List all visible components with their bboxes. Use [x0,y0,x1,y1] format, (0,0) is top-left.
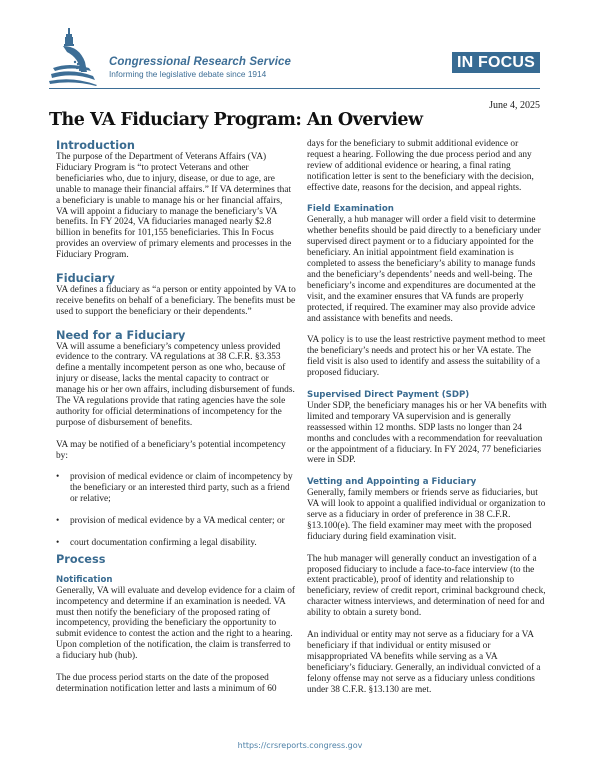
section-heading-fiduciary: Fiduciary [56,271,115,285]
subheading-vetting: Vetting and Appointing a Fiduciary [307,477,477,488]
field-examination-paragraph-1: Generally, a hub manager will order a field visit to determine whether benefits should be paid directly to a beneficiary under supervised direct payment or to a fiduciary appointed for the beneficiary. An initial appointment field examination is completed to assess the beneficiary’s ability to manage funds and the beneficiary’s dependents’ needs and well-being. The beneficiary’s income and expenditures are documented at the visit, and the examiner ensures that VA funds are properly protected, if required. The examiner may also provide advice and assistance with benefits and needs. [307,215,541,324]
list-item-text: provision of medical evidence by a VA medical center; or [70,516,285,527]
report-header [49,22,540,90]
right-column [307,139,547,706]
capitol-dome-icon [49,28,97,86]
vetting-paragraph-1: Generally, family members or friends serve as fiduciaries, but VA will look to appoint a qualified individual or organization to serve as a fiduciary in order of preference in 38 C.F.R. §13.100(e). The field examiner may meet with the proposed fiduciary during field examination visit. [307,488,546,542]
subheading-sdp: Supervised Direct Payment (SDP) [307,389,470,400]
notification-paragraph-2: The due process period starts on the date of the proposed determination notification letter and lasts a minimum of 60 [56,672,277,694]
need-paragraph-1: VA will assume a beneficiary’s competency unless provided evidence to the contrary. VA regulations at 38 C.F.R. §3.353 define a mentally incompetent person as one who, because of injury or disease, lacks the mental capacity to contract or manage his or her own affairs, including disbursement of funds. The VA regulations provide that rating agencies have the sole authority for official determinations of incompetency for the purpose of disbursement of benefits. [56,341,295,428]
list-item [56,472,296,505]
section-heading-introduction: Introduction [56,139,135,152]
subheading-field-examination: Field Examination [307,204,394,215]
bullet-icon: • [56,472,60,483]
bullet-icon: • [56,537,60,548]
footer-url-link[interactable]: https://crsreports.congress.gov [237,741,363,750]
list-item [56,538,296,549]
page-title: The VA Fiduciary Program: An Overview [49,110,423,130]
sdp-paragraph: Under SDP, the beneficiary manages his or her VA benefits with limited and temporary VA supervision and is generally reassessed within 12 months. SDP lasts no longer than 24 months and concludes with a recommendation for reevaluation or the appointment of a fiduciary. In FY 2024, 77 beneficiaries were in SDP. [307,400,547,466]
notification-paragraph-1: Generally, VA will evaluate and develop evidence for a claim of incompetency and determine if an examination is needed. VA must then notify the beneficiary of the proposed rating of incompetency, providing the beneficiary the opportunity to submit evidence to contest the action and the right to a hearing. Upon completion of the notification, the claim is transferred to a fiduciary hub (hub). [56,585,296,662]
notification-sources-list [56,472,296,548]
bullet-icon: • [56,516,60,527]
crs-logo [109,56,291,80]
list-item [56,516,296,527]
list-item-text: court documentation confirming a legal disability. [70,537,257,548]
left-column [56,139,296,706]
notification-continued-paragraph: days for the beneficiary to submit additional evidence or request a hearing. Following the due process period and any review of additional evidence or hearing, a final rating notification letter is sent to the beneficiary with the decision, effective date, reasons for the decision, and appeal rights. [307,139,534,193]
introduction-paragraph: The purpose of the Department of Veterans Affairs (VA) Fiduciary Program is “to protect Veterans and other beneficiaries who, due to injury, disease, or due to age, are unable to manage their financial affairs.” If VA determines that a beneficiary is unable to manage his or her financial affairs, VA will appoint a fiduciary to manage the beneficiary’s VA benefits. In FY 2024, VA fiduciaries managed nearly $2.8 billion in benefits for 101,155 beneficiaries. This In Focus provides an overview of primary elements and processes in the Fiduciary Program. [56,152,292,261]
vetting-paragraph-2: The hub manager will generally conduct an investigation of a proposed fiduciary to include a face-to-face interview (to the extent practicable), proof of identity and relationship to beneficiary, review of credit report, criminal background check, character witness interviews, and determination of need for and ability to obtain a surety bond. [307,553,546,619]
field-examination-paragraph-2: VA policy is to use the least restrictive payment method to meet the beneficiary’s needs and protect his or her VA estate. The field visit is also used to identify and assess the suitability of a proposed fiduciary. [307,335,546,379]
fiduciary-paragraph: VA defines a fiduciary as “a person or entity appointed by VA to receive benefits on behalf of a beneficiary. The benefits must be used to support the beneficiary or their dependents.” [56,284,296,317]
section-heading-need-for-fiduciary: Need for a Fiduciary [56,328,186,342]
header-divider [49,88,540,89]
list-item-text: provision of medical evidence or claim of incompetency by the beneficiary or an interested third party, such as a friend or relative; [70,472,293,505]
in-focus-badge: IN FOCUS [452,52,540,73]
publication-date: June 4, 2025 [489,100,540,111]
subheading-notification: Notification [56,574,113,585]
need-paragraph-2: VA may be notified of a beneficiary’s potential incompetency by: [56,439,286,461]
vetting-paragraph-3: An individual or entity may not serve as a fiduciary for a VA beneficiary if that individual or entity misused or misappropriated VA benefits while serving as a VA beneficiary’s fiduciary. Generally, an individual convicted of a felony offense may not serve as a fiduciary unless conditions under 38 C.F.R. §13.130 are met. [307,629,541,695]
section-heading-process: Process [56,552,106,566]
org-name: Congressional Research Service [109,56,291,68]
org-tagline: Informing the legislative debate since 1914 [109,69,267,79]
